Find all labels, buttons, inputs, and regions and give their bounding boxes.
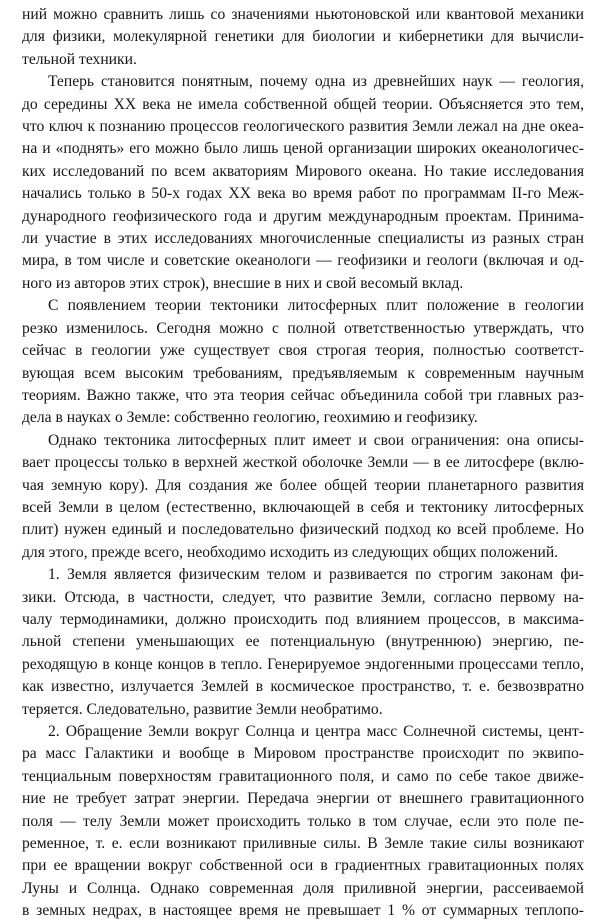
paragraph <box>22 71 584 295</box>
text-line: ли участие в этих исследованиях многочисленные специалисты из разных стран <box>22 230 584 248</box>
text-line: сейчас в геологии уже существует своя строгая теория, полностью соответст- <box>22 342 584 360</box>
text-line: чалу термодинамики, должно происходить под влиянием процессов, в максима- <box>22 610 584 628</box>
text-line: что ключ к познанию процессов геологического развития Земли лежал на дне океа- <box>22 118 584 136</box>
text-line: Теперь становится понятным, почему одна из древнейших наук — геология, <box>48 73 584 91</box>
text-line: поля — телу Земли может происходить только в том случае, если это поле пе- <box>22 812 584 830</box>
text-line: как известно, излучается Землей в космическое пространство, т. е. безвозвратно <box>22 678 584 696</box>
text-line: до середины XX века не имела собственной общей теории. Объясняется это тем, <box>22 95 584 113</box>
text-line: 2. Обращение Земли вокруг Солнца и центра масс Солнечной системы, цент- <box>48 723 584 740</box>
paragraph <box>22 4 584 71</box>
text-line: зики. Отсюда, в частности, следует, что развитие Земли, согласно первому на- <box>22 588 584 606</box>
text-line: плит) нужен единый и последовательно физический подход ко всей проблеме. Но <box>22 521 584 539</box>
text-line: на и «поднять» его можно было лишь ценой организации широких океанологичес- <box>22 140 584 158</box>
text-line: дународного геофизического года и другим международным проектам. Принима- <box>22 207 584 225</box>
text-line: ние не требует затрат энергии. Передача энергии от внешнего гравитационного <box>22 790 584 808</box>
text-line: теориям. Важно также, что эта теория сейчас объединила собой три главных раз- <box>22 386 584 404</box>
text-line: мира, в том числе и советские океанологи — геофизики и геологи (включая и од- <box>22 252 584 270</box>
text-line: тельной техники. <box>22 50 137 68</box>
text-line: льной степени уменьшающих ее потенциальную (внутреннюю) энергию, пе- <box>22 633 584 651</box>
text-line: всей Земли в целом (естественно, включающей в себя и тектонику литосферных <box>22 498 584 516</box>
text-line: дела в науках о Земле: собственно геологию, геохимию и геофизику. <box>22 409 478 427</box>
paragraph <box>22 564 584 721</box>
text-line: Однако тектоника литосферных плит имеет и свои ограничения: она описы- <box>48 431 584 449</box>
text-line: для этого, прежде всего, необходимо исходить из следующих общих положений. <box>22 543 559 561</box>
text-line: ременное, т. е. если возникают приливные силы. В Земле такие силы возникают <box>22 835 584 853</box>
text-line: ного из авторов этих строк), внесшие в них и свой весомый вклад. <box>22 274 464 292</box>
text-line: теряется. Следовательно, развитие Земли необратимо. <box>22 700 383 718</box>
text-line: вующая всем высоким требованиям, предъявляемым к современным научным <box>22 364 584 382</box>
text-line: С появлением теории тектоники литосферных плит положение в геологии <box>48 297 584 315</box>
text-line: тенциальным поверхностям гравитационного поля, и само по себе такое движе- <box>22 767 584 785</box>
text-line: для физики, молекулярной генетики для биологии и кибернетики для вычисли- <box>22 28 584 46</box>
text-line: резко изменилось. Сегодня можно с полной ответственностью утверждать, что <box>22 319 584 337</box>
text-line: в земных недрах, в настоящее время не превышает 1 % от суммарных теплопо- <box>22 902 584 920</box>
text-line: начались только в 50-х годах XX века во время работ по программам II-го Меж- <box>22 185 584 203</box>
text-line: при ее вращении вокруг собственной оси в градиентных гравитационных полях <box>22 857 584 875</box>
text-line: чая земную кору). Для создания же более общей теории планетарного развития <box>22 476 584 494</box>
text-line: Луны и Солнца. Однако современная доля приливной энергии, рассеиваемой <box>22 879 584 897</box>
text-line: ний можно сравнить лишь со значениями ньютоновской или квантовой механики <box>22 6 584 23</box>
text-line: ких исследований по всем акваториям Мирового океана. Но такие исследования <box>22 162 584 180</box>
text-line: реходящую в конце концов в тепло. Генерируемое эндогенными процессами тепло, <box>22 655 584 673</box>
text-line: вает процессы только в верхней жесткой оболочке Земли — в ее литосфере (вклю- <box>22 454 584 472</box>
paragraph <box>22 721 584 923</box>
paragraph <box>22 295 584 429</box>
text-line: 1. Земля является физическим телом и развивается по строгим законам фи- <box>48 566 584 584</box>
text-line: ра масс Галактики и вообще в Мировом пространстве происходит по эквипо- <box>22 745 584 763</box>
paragraph <box>22 430 584 564</box>
